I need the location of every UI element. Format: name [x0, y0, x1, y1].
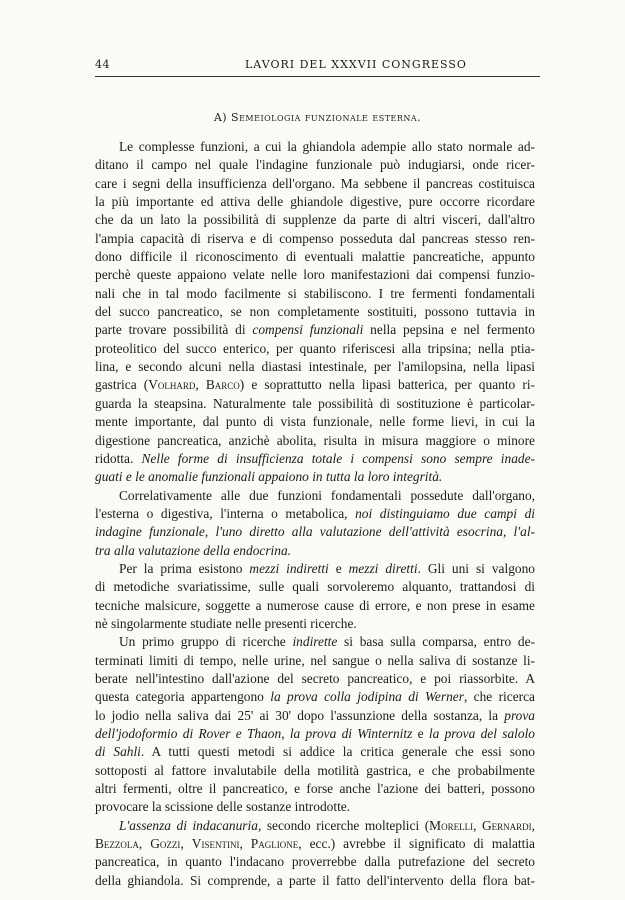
text-line: di metodiche svariatissime, sulle quali sorvoleremo alquanto, trattandosi di	[95, 579, 535, 595]
running-title: LAVORI DEL XXXVII CONGRESSO	[245, 58, 467, 71]
text-line: l'esterna o digestiva, l'interna o metabolica, noi distinguiamo due campi di	[95, 505, 535, 521]
section-heading: A) Semeiologia funzionale esterna.	[213, 111, 422, 124]
text-line: Correlativamente alle due funzioni fondamentali possedute dall'organo,	[119, 487, 535, 503]
text-line: la più importante ed attiva delle ghiandole digestive, pure occorre ricordare	[95, 194, 535, 210]
text-line: mente importante, dal punto di vista funzionale, nelle forme lievi, in cui la	[95, 414, 535, 430]
text-line: della ghiandola. Si comprende, a parte il fatto dell'intervento della flora bat-	[95, 872, 535, 888]
text-line: tecniche malsicure, soggette a numerose cause di errore, e non prese in esame	[95, 597, 535, 613]
text-line: Un primo gruppo di ricerche indirette si basa sulla comparsa, entro de-	[119, 634, 535, 650]
text-line: l'ampia capacità di riserva e di compenso posseduta dal pancreas stesso ren-	[95, 230, 535, 246]
text-line: dell'jodoformio di Rover e Thaon, la prova di Winternitz e la prova del salolo	[95, 726, 535, 741]
text-line: berate nell'intestino dall'azione del secreto pancreatico, e poi riassorbite. A	[95, 670, 535, 686]
text-line: nè singolarmente studiate nelle presenti ricerche.	[95, 615, 357, 631]
text-line: questa categoria appartengono la prova colla jodipina di Werner, che ricerca	[95, 689, 535, 705]
text-line: Le complesse funzioni, a cui la ghiandola adempie allo stato normale ad-	[119, 139, 535, 154]
text-line: di Sahli. A tutti questi metodi si addice la critica generale che essi sono	[95, 744, 535, 760]
text-line: parte trovare possibilità di compensi funzionali nella pepsina e nel fermento	[95, 322, 535, 338]
text-line: gastrica (Volhard, Barco) e soprattutto nella lipasi batterica, per quanto ri-	[95, 377, 535, 393]
text-line: ridotta. Nelle forme di insufficienza totale i compensi sono sempre inade-	[95, 450, 535, 466]
text-line: provocare la scissione delle sostanze introdotte.	[95, 799, 351, 815]
text-line: sottoposti al fattore invalutabile della motilità gastrica, e che probabilmente	[95, 762, 535, 778]
header-rule	[95, 76, 540, 77]
text-line: guati e le anomalie funzionali appaiono in tutta la loro integrità.	[95, 469, 443, 485]
text-line: lo jodio nella saliva dai 25' ai 30' dopo l'assunzione della sostanza, la prova	[95, 707, 535, 723]
text-line: indagine funzionale, l'uno diretto alla valutazione dell'attività esocrina, l'al-	[95, 524, 535, 540]
text-line: proteolitico del succo enterico, per quanto riferiscesi alla tripsina; nella ptia-	[95, 340, 535, 356]
text-line: lina, e secondo alcuni nella diastasi intestinale, per l'amilopsina, nella lipasi	[95, 359, 535, 375]
text-line: nali che in tal modo facilmente si stabiliscono. I tre fermenti fondamentali	[95, 285, 535, 301]
page-number: 44	[95, 58, 110, 71]
text-line: Bezzola, Gozzi, Visentini, Paglione, ecc.) avrebbe il significato di malattia	[95, 836, 535, 852]
text-line: del succo pancreatico, se non completamente sostituiti, possono tuttavia in	[95, 304, 535, 320]
text-line: pancreatica, in quanto l'indacano proverrebbe dalla putrefazione del secreto	[95, 854, 535, 870]
text-line: che da un lato la possibilità di supplenze da parte di altri visceri, dall'altro	[95, 212, 535, 228]
text-line: terminati limiti di tempo, nelle urine, nel sangue o nella saliva di sostanze li-	[95, 652, 535, 668]
text-line: care i segni della insufficienza dell'organo. Ma sebbene il pancreas costituisca	[95, 175, 535, 191]
text-line: ditano il campo nel quale l'indagine funzionale può indugiarsi, onde ricer-	[95, 157, 535, 173]
body-text	[95, 138, 535, 890]
text-line: guarda la steapsina. Naturalmente tale possibilità di sostituzione è particolar-	[95, 395, 535, 411]
text-line: digestione pancreatica, anzichè abolita, risulta in misura maggiore o minore	[95, 432, 535, 448]
text-line: L'assenza di indacanuria, secondo ricerche molteplici (Morelli, Gernardi,	[119, 817, 535, 833]
text-line: Per la prima esistono mezzi indiretti e mezzi diretti. Gli uni si valgono	[119, 560, 535, 576]
text-line: perchè queste appaiono velate nelle loro manifestazioni dai compensi funzio-	[95, 267, 535, 283]
text-line: dono difficile il riconoscimento di eventuali malattie pancreatiche, appunto	[95, 249, 535, 265]
running-head	[95, 58, 540, 74]
text-line: altri fermenti, oltre il pancreatico, e forse anche l'azione dei batteri, possono	[95, 781, 535, 797]
text-line: tra alla valutazione della endocrina.	[95, 542, 292, 558]
